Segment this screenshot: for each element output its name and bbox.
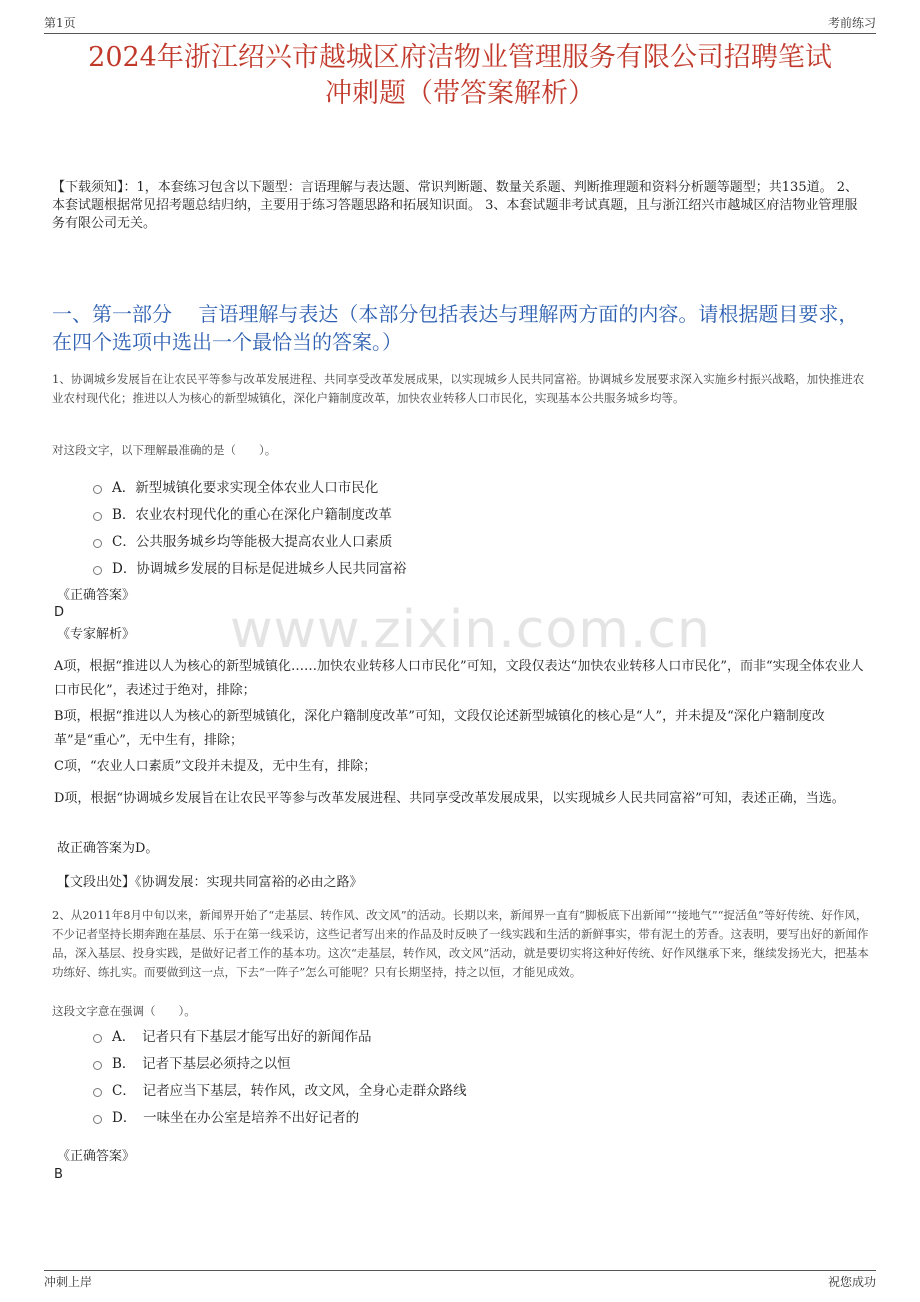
radio-icon[interactable] (93, 1061, 102, 1070)
radio-icon[interactable] (93, 485, 102, 494)
q2-stem: 2、从2011年8月中旬以来，新闻界开始了“走基层、转作风、改文风”的活动。长期以来，新闻界一直有“脚板底下出新闻”“接地气”“捉活鱼”等好传统、好作风，不少记者坚持长期奔跑在基层、乐于在第一线采访，这些记者写出来的作品及时反映了一线实践和生活的新鲜事实，带有泥土的芳香。这表明，要写出好的新闻作品，深入基层、投身实践，是做好记者工作的基本功。这次“走基层，转作风，改文风”活动，就是要切实将这种好传统、好作风继承下来，继续发扬光大，把基本功练好、练扎实。而要做到这一点，下去“一阵子”怎么可能呢？只有长期坚持，持之以恒，才能见成效。 (52, 908, 869, 979)
radio-icon[interactable] (93, 539, 102, 548)
q1-conclusion: 故正确答案为D。 (57, 841, 159, 856)
radio-icon[interactable] (93, 566, 102, 575)
q2-option-b-label: B． 记者下基层必须持之以恒 (112, 1056, 291, 1072)
q1-analysis-d: D项，根据“协调城乡发展旨在让农民平等参与改革发展进程、共同享受改革发展成果，以实现城乡人民共同富裕”可知，表述正确，当选。 (54, 791, 845, 806)
q1-answer-label: 《正确答案》 (57, 588, 136, 603)
title-line-1: 2024年浙江绍兴市越城区府洁物业管理服务有限公司招聘笔试 (88, 42, 832, 73)
q1-option-a[interactable] (93, 476, 378, 496)
q2-option-a[interactable] (93, 1025, 372, 1045)
document-title (40, 40, 880, 112)
footer-rule (44, 1270, 876, 1271)
q2-option-c-label: C． 记者应当下基层，转作风，改文风，全身心走群众路线 (112, 1083, 467, 1099)
header-rule (44, 33, 876, 34)
q1-option-b[interactable] (93, 503, 392, 523)
radio-icon[interactable] (93, 1115, 102, 1124)
q1-option-a-label: A．新型城镇化要求实现全体农业人口市民化 (112, 480, 379, 496)
q2-option-d[interactable] (93, 1106, 359, 1126)
footer-left-label: 冲刺上岸 (44, 1275, 93, 1289)
q1-option-c-label: C．公共服务城乡均等能极大提高农业人口素质 (112, 534, 393, 550)
q1-question: 对这段文字，以下理解最准确的是（ ）。 (52, 443, 277, 457)
radio-icon[interactable] (93, 1088, 102, 1097)
title-line-2: 冲刺题（带答案解析） (325, 78, 595, 109)
download-notice: 【下载须知】：1，本套练习包含以下题型：言语理解与表达题、常识判断题、数量关系题、判断推理题和资料分析题等题型；共135道。 2、本套试题根据常见招考题总结归纳，主要用于练习答题思路和拓展知识面。 3、本套试题非考试真题，且与浙江绍兴市越城区府洁物业管理服务有限公司无关。 (52, 180, 858, 231)
page-number: 第1页 (44, 16, 76, 30)
q2-option-b[interactable] (93, 1052, 291, 1072)
section-heading: 一、第一部分 言语理解与表达（本部分包括表达与理解两方面的内容。请根据题目要求，在四个选项中选出一个最恰当的答案。） (52, 302, 859, 354)
q2-answer-label: 《正确答案》 (57, 1149, 136, 1164)
header-right-label: 考前练习 (827, 16, 876, 30)
q1-option-d-label: D．协调城乡发展的目标是促进城乡人民共同富裕 (112, 561, 407, 577)
q1-analysis-label: 《专家解析》 (57, 627, 136, 642)
q1-source: 【文段出处】《协调发展：实现共同富裕的必由之路》 (57, 875, 363, 890)
q1-option-b-label: B．农业农村现代化的重心在深化户籍制度改革 (112, 507, 392, 523)
q2-option-c[interactable] (93, 1079, 467, 1099)
q2-question: 这段文字意在强调（ ）。 (52, 1004, 196, 1018)
q2-option-d-label: D． 一味坐在办公室是培养不出好记者的 (112, 1110, 360, 1126)
watermark: www.zixin.com.cn (230, 600, 711, 660)
radio-icon[interactable] (93, 1034, 102, 1043)
q1-option-d[interactable] (93, 557, 406, 577)
q2-answer: B (54, 1167, 63, 1182)
q1-stem: 1、协调城乡发展旨在让农民平等参与改革发展进程、共同享受改革发展成果，以实现城乡人民共同富裕。协调城乡发展要求深入实施乡村振兴战略，加快推进农业农村现代化；推进以人为核心的新型城镇化，深化户籍制度改革，加快农业转移人口市民化，实现基本公共服务城乡均等。 (52, 372, 865, 405)
q1-option-c[interactable] (93, 530, 392, 550)
footer-right-label: 祝您成功 (827, 1275, 876, 1289)
q2-option-a-label: A． 记者只有下基层才能写出好的新闻作品 (112, 1029, 372, 1045)
q1-answer: D (54, 605, 65, 620)
radio-icon[interactable] (93, 512, 102, 521)
q1-analysis-b: B项，根据“推进以人为核心的新型城镇化，深化户籍制度改革”可知，文段仅论述新型城镇化的核心是“人”，并未提及“深化户籍制度改革”是“重心”，无中生有，排除； (54, 709, 825, 748)
q1-analysis-a: A项，根据“推进以人为核心的新型城镇化……加快农业转移人口市民化”可知，文段仅表达“加快农业转移人口市民化”，而非“实现全体农业人口市民化”，表述过于绝对，排除； (54, 659, 864, 698)
q1-analysis-c: C项，“农业人口素质”文段并未提及，无中生有，排除； (54, 759, 377, 774)
